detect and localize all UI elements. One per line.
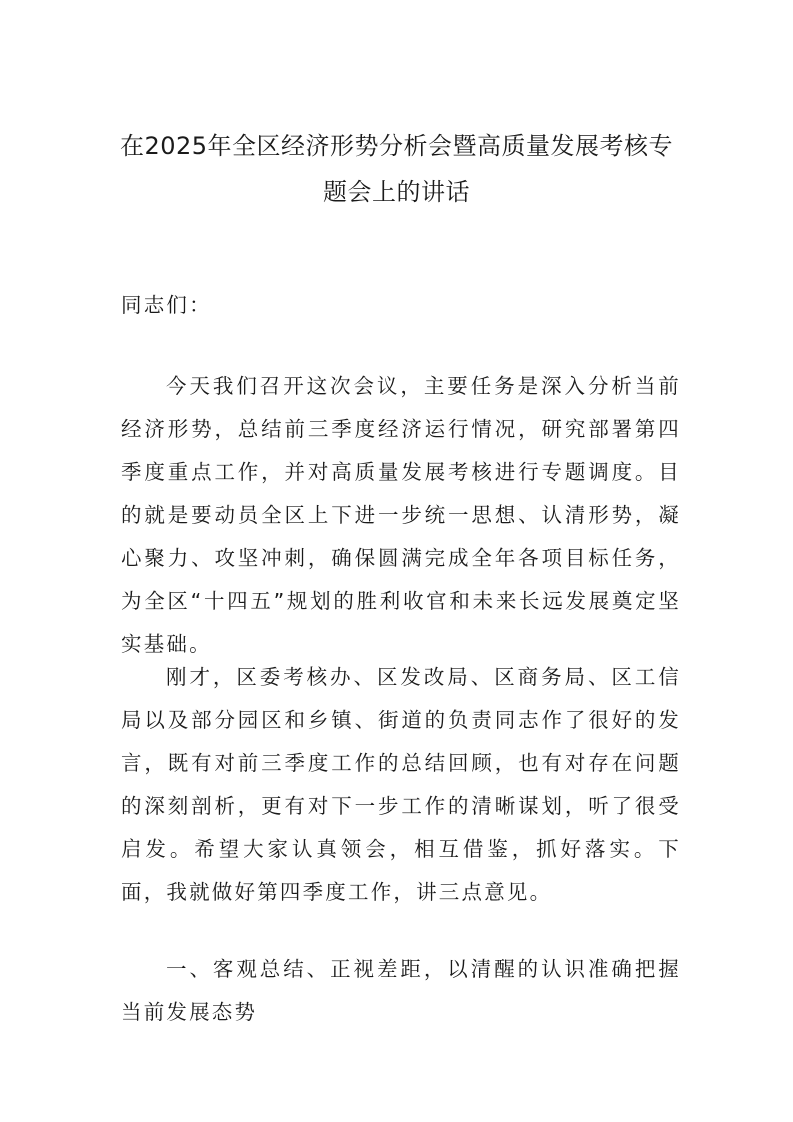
document-title-line-1: 在2025年全区经济形势分析会暨高质量发展考核专: [119, 132, 674, 160]
paragraph-summary: 刚才，区委考核办、区发改局、区商务局、区工信局以及部分园区和乡镇、街道的负责同志作了很好的发言，既有对前三季度工作的总结回顾，也有对存在问题的深刻剖析，更有对下一步工作的清晰谋划，听了很受启发。希望大家认真领会，相互借鉴，抓好落实。下面，我就做好第四季度工作，讲三点意见。: [121, 665, 681, 904]
section-heading: 一、客观总结、正视差距，以清醒的认识准确把握当前发展态势: [121, 957, 681, 1024]
greeting: 同志们：: [121, 293, 212, 317]
document-title-line-2: 题会上的讲话: [323, 178, 470, 206]
paragraph-opening: 今天我们召开这次会议，主要任务是深入分析当前经济形势，总结前三季度经济运行情况，研究部署第四季度重点工作，并对高质量发展考核进行专题调度。目的就是要动员全区上下进一步统一思想、认清形势，凝心聚力、攻坚冲刺，确保圆满完成全年各项目标任务，为全区“十四五”规划的胜利收官和未来长远发展奠定坚实基础。: [121, 374, 681, 656]
